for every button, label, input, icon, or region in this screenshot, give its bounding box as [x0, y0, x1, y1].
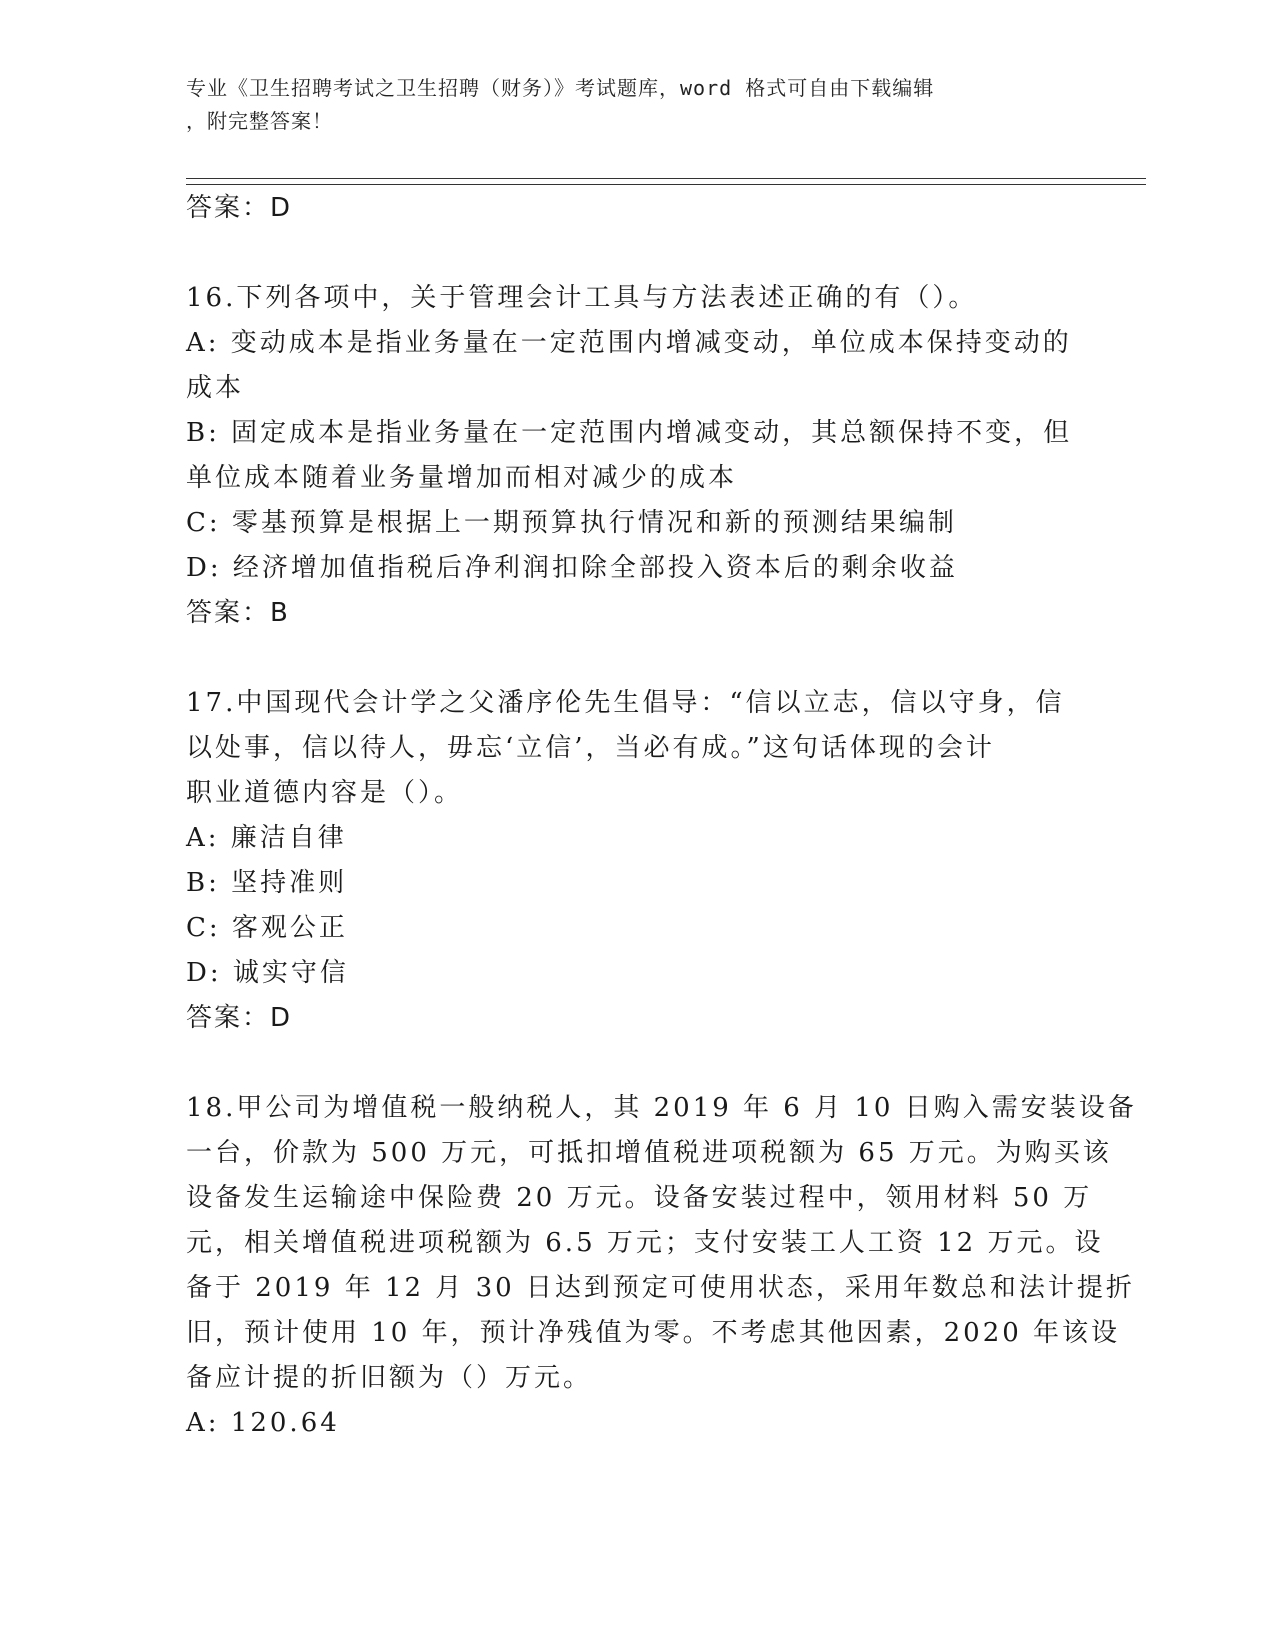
option-d: D: 诚实守信 [186, 958, 349, 988]
question-stem-continued: 设备发生运输途中保险费 20 万元。设备安装过程中，领用材料 50 万 [186, 1183, 1093, 1213]
spacer [186, 636, 1086, 681]
question-stem-continued: 备应计提的折旧额为（）万元。 [186, 1363, 593, 1393]
header-divider-bottom [186, 184, 1146, 185]
question-stem: 18.甲公司为增值税一般纳税人，其 2019 年 6 月 10 日购入需安装设备 [186, 1093, 1137, 1123]
option-b: B: 固定成本是指业务量在一定范围内增减变动，其总额保持不变，但 [186, 418, 1073, 448]
header-line-2: ，附完整答案！ [186, 109, 333, 133]
option-a: A: 变动成本是指业务量在一定范围内增减变动，单位成本保持变动的 [186, 328, 1072, 358]
question-16 [186, 276, 1086, 636]
option-a: A: 120.64 [186, 1408, 340, 1438]
header-divider-top [186, 178, 1146, 179]
option-a-continued: 成本 [186, 373, 245, 403]
question-stem-continued: 旧，预计使用 10 年，预计净残值为零。不考虑其他因素，2020 年该设 [186, 1318, 1121, 1348]
question-stem-continued: 一台，价款为 500 万元，可抵扣增值税进项税额为 65 万元。为购买该 [186, 1138, 1112, 1168]
question-content [186, 186, 1137, 1446]
question-stem-continued: 元，相关增值税进项税额为 6.5 万元；支付安装工人工资 12 万元。设 [186, 1228, 1104, 1258]
question-18 [186, 1086, 1137, 1446]
header-line-1: 专业《卫生招聘考试之卫生招聘（财务）》考试题库，word 格式可自由下载编辑 [186, 76, 935, 100]
page-header [186, 72, 1066, 138]
option-a: A: 廉洁自律 [186, 823, 347, 853]
question-stem: 16.下列各项中，关于管理会计工具与方法表述正确的有（）。 [186, 283, 978, 313]
option-b: B: 坚持准则 [186, 868, 348, 898]
previous-answer: 答案：D [186, 193, 293, 223]
answer-line: 答案：D [186, 1003, 293, 1033]
option-c: C: 零基预算是根据上一期预算执行情况和新的预测结果编制 [186, 508, 957, 538]
question-stem-continued: 职业道德内容是（）。 [186, 778, 464, 808]
option-d: D: 经济增加值指税后净利润扣除全部投入资本后的剩余收益 [186, 553, 958, 583]
question-stem: 17.中国现代会计学之父潘序伦先生倡导：“信以立志，信以守身，信 [186, 688, 1065, 718]
spacer [186, 1041, 1086, 1086]
question-stem-continued: 备于 2019 年 12 月 30 日达到预定可使用状态，采用年数总和法计提折 [186, 1273, 1135, 1303]
spacer [186, 231, 1086, 276]
option-b-continued: 单位成本随着业务量增加而相对减少的成本 [186, 463, 738, 493]
question-stem-continued: 以处事，信以待人，毋忘‘立信’，当必有成。”这句话体现的会计 [186, 733, 995, 763]
answer-line: 答案：B [186, 598, 290, 628]
option-c: C: 客观公正 [186, 913, 348, 943]
question-17 [186, 681, 1086, 1041]
